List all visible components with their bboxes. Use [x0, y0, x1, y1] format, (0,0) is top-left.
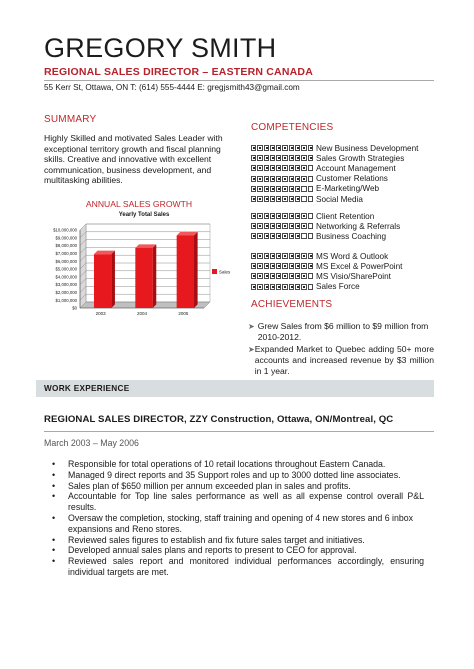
bullet-icon: •: [52, 512, 56, 523]
competencies-heading: COMPETENCIES: [251, 122, 334, 133]
rating-boxes: [251, 186, 313, 192]
rating-box-icon: [308, 165, 313, 171]
rating-box-icon: [251, 145, 256, 151]
rating-box-icon: [264, 253, 269, 259]
rating-box-icon: [308, 213, 313, 219]
rating-box-icon: [251, 186, 256, 192]
list-item: • Managed 9 direct reports and 35 Support roles and up to 3000 dotted line associates.: [52, 469, 401, 480]
rating-box-icon: [257, 145, 262, 151]
duties-list: [52, 459, 424, 578]
rating-box-icon: [264, 176, 269, 182]
rating-boxes: [251, 176, 313, 182]
rating-box-icon: [276, 186, 281, 192]
rating-box-icon: [301, 253, 306, 259]
rating-box-icon: [270, 213, 275, 219]
competency-row: [251, 163, 396, 173]
rating-box-icon: [257, 176, 262, 182]
rating-box-icon: [289, 155, 294, 161]
rating-box-icon: [257, 165, 262, 171]
rating-box-icon: [308, 196, 313, 202]
rating-box-icon: [308, 253, 313, 259]
arrow-bullet-icon: ➤: [248, 345, 255, 354]
rating-box-icon: [289, 223, 294, 229]
rating-box-icon: [276, 213, 281, 219]
rating-box-icon: [270, 284, 275, 290]
rating-box-icon: [257, 186, 262, 192]
rating-box-icon: [295, 145, 300, 151]
rating-box-icon: [289, 273, 294, 279]
rating-box-icon: [264, 145, 269, 151]
rating-box-icon: [301, 155, 306, 161]
rating-box-icon: [276, 176, 281, 182]
chart-x-ticks: [96, 311, 189, 316]
rating-box-icon: [276, 155, 281, 161]
competency-row: [251, 231, 386, 241]
list-item: • Reviewed sales report and monitored individual performances accordingly, ensuring individual targets are met.: [52, 556, 424, 577]
rating-box-icon: [257, 223, 262, 229]
rating-box-icon: [264, 263, 269, 269]
rating-box-icon: [289, 145, 294, 151]
achievements-heading: ACHIEVEMENTS: [251, 299, 333, 310]
competency-row: [251, 153, 404, 163]
rating-boxes: [251, 284, 313, 290]
rating-box-icon: [251, 155, 256, 161]
rating-box-icon: [251, 213, 256, 219]
bullet-icon: •: [52, 459, 56, 469]
competency-label: MS Word & Outlook: [316, 251, 389, 261]
rating-boxes: [251, 165, 313, 171]
rating-box-icon: [270, 186, 275, 192]
rating-box-icon: [301, 213, 306, 219]
rating-box-icon: [295, 223, 300, 229]
rating-box-icon: [289, 263, 294, 269]
bar-side: [194, 232, 198, 308]
rating-box-icon: [308, 186, 313, 192]
rating-boxes: [251, 273, 313, 279]
bar-side: [111, 251, 115, 308]
bullet-icon: •: [52, 534, 56, 545]
rating-box-icon: [264, 223, 269, 229]
rating-box-icon: [289, 176, 294, 182]
legend-label: Sales: [219, 269, 231, 275]
job-title: REGIONAL SALES DIRECTOR, ZZY Construction, Ottawa, ON/Montreal, QC: [44, 414, 394, 425]
rating-box-icon: [251, 233, 256, 239]
competency-row: [251, 211, 374, 221]
y-tick-label: $1,000,000: [55, 297, 77, 303]
rating-boxes: [251, 263, 313, 269]
competency-row: [251, 221, 400, 231]
list-item: • Accountable for Top line sales performance as well as all expense control overall P&L results.: [52, 491, 424, 513]
list-item: • Reviewed sales figures to establish and fix future sales target and initiatives.: [52, 534, 365, 545]
competency-label: MS Excel & PowerPoint: [316, 261, 403, 271]
rating-box-icon: [289, 213, 294, 219]
rating-box-icon: [251, 284, 256, 290]
arrow-bullet-icon: ➤: [248, 322, 255, 331]
list-item: • Developed annual sales plans and reports to present to CEO for approval.: [52, 545, 357, 556]
competency-row: [251, 251, 388, 261]
y-tick-label: $8,000,000: [55, 243, 77, 249]
rating-box-icon: [295, 284, 300, 290]
bullet-icon: •: [52, 545, 56, 556]
bar-top: [177, 232, 198, 236]
y-tick-label: $2,000,000: [55, 290, 77, 295]
competency-row: [251, 271, 391, 281]
rating-box-icon: [270, 263, 275, 269]
rating-box-icon: [289, 284, 294, 290]
rating-box-icon: [276, 145, 281, 151]
bullet-icon: •: [52, 480, 56, 491]
rating-box-icon: [251, 165, 256, 171]
rating-box-icon: [295, 165, 300, 171]
legend-swatch: [212, 269, 217, 274]
competency-label: New Business Development: [316, 143, 419, 153]
rating-box-icon: [264, 186, 269, 192]
rating-box-icon: [301, 176, 306, 182]
rating-box-icon: [301, 145, 306, 151]
y-tick-label: $4,000,000: [55, 274, 77, 280]
rating-box-icon: [282, 284, 287, 290]
rating-box-icon: [308, 223, 313, 229]
rating-box-icon: [257, 196, 262, 202]
competency-label: E-Marketing/Web: [316, 184, 380, 194]
rating-box-icon: [264, 273, 269, 279]
bar-side: [153, 244, 157, 308]
rating-boxes: [251, 223, 313, 229]
rating-boxes: [251, 145, 313, 151]
bullet-icon: •: [52, 469, 56, 480]
bar: [94, 251, 115, 308]
rating-box-icon: [295, 196, 300, 202]
rating-box-icon: [308, 273, 313, 279]
y-tick-label: $9,000,000: [55, 235, 77, 241]
rating-box-icon: [257, 213, 262, 219]
competency-row: [251, 261, 402, 271]
y-tick-label: $7,000,000: [55, 251, 77, 256]
candidate-title: REGIONAL SALES DIRECTOR – EASTERN CANADA: [44, 66, 313, 78]
rating-box-icon: [295, 155, 300, 161]
achievement-item: [248, 321, 434, 343]
rating-boxes: [251, 213, 313, 219]
y-tick-label: $0: [72, 305, 77, 311]
rating-box-icon: [282, 263, 287, 269]
rating-box-icon: [270, 196, 275, 202]
rating-box-icon: [276, 284, 281, 290]
rating-box-icon: [308, 233, 313, 239]
competency-label: Account Management: [316, 163, 396, 173]
rating-box-icon: [295, 233, 300, 239]
rating-box-icon: [301, 186, 306, 192]
rating-box-icon: [257, 155, 262, 161]
rating-box-icon: [251, 223, 256, 229]
competency-label: Sales Force: [316, 282, 360, 292]
competency-row: [251, 184, 379, 194]
bar-top: [94, 251, 115, 255]
rating-box-icon: [282, 233, 287, 239]
rating-box-icon: [289, 233, 294, 239]
rating-box-icon: [282, 186, 287, 192]
rating-box-icon: [295, 253, 300, 259]
rating-box-icon: [251, 263, 256, 269]
rating-box-icon: [276, 273, 281, 279]
rating-boxes: [251, 233, 313, 239]
bullet-icon: •: [52, 556, 56, 567]
rating-box-icon: [289, 186, 294, 192]
competency-label: Social Media: [316, 194, 363, 204]
competency-label: Sales Growth Strategies: [316, 153, 405, 163]
competency-row: [251, 143, 418, 153]
rating-box-icon: [264, 165, 269, 171]
rating-box-icon: [270, 145, 275, 151]
competency-row: [251, 282, 360, 292]
chart-legend: [212, 269, 231, 275]
rating-box-icon: [276, 253, 281, 259]
sales-chart: [44, 208, 244, 326]
competency-row: [251, 194, 363, 204]
rating-box-icon: [308, 263, 313, 269]
summary-heading: SUMMARY: [44, 114, 97, 125]
rating-box-icon: [282, 253, 287, 259]
rating-box-icon: [282, 196, 287, 202]
rating-box-icon: [301, 263, 306, 269]
rating-boxes: [251, 155, 313, 161]
bar-top: [135, 244, 156, 248]
rating-box-icon: [270, 155, 275, 161]
rating-box-icon: [276, 165, 281, 171]
chart-title: Yearly Total Sales: [118, 212, 170, 218]
rating-box-icon: [308, 284, 313, 290]
rating-box-icon: [301, 273, 306, 279]
rating-box-icon: [301, 284, 306, 290]
bar-front: [94, 254, 111, 308]
rating-box-icon: [289, 253, 294, 259]
rating-box-icon: [295, 213, 300, 219]
list-item: • Oversaw the completion, stocking, staff training and opening of 4 new stores and 6 inbox expansions and Reno stores.: [52, 512, 414, 534]
achievement-text: Expanded Market to Quebec adding 50+ more accounts and increased revenue by $3 million in 1 year.: [254, 344, 434, 376]
list-item: • Responsible for total operations of 10 retail locations throughout Eastern Canada.: [52, 459, 386, 469]
header-divider: [44, 80, 434, 81]
rating-box-icon: [276, 223, 281, 229]
rating-box-icon: [301, 233, 306, 239]
rating-box-icon: [276, 233, 281, 239]
rating-box-icon: [282, 155, 287, 161]
rating-box-icon: [270, 176, 275, 182]
rating-boxes: [251, 196, 313, 202]
y-tick-label: $5,000,000: [55, 266, 77, 272]
rating-box-icon: [282, 145, 287, 151]
chart-section-heading: ANNUAL SALES GROWTH: [85, 199, 193, 209]
rating-box-icon: [270, 165, 275, 171]
competency-label: MS Visio/SharePoint: [316, 271, 391, 281]
rating-box-icon: [257, 284, 262, 290]
rating-box-icon: [276, 263, 281, 269]
bar: [135, 244, 156, 308]
contact-line: 55 Kerr St, Ottawa, ON T: (614) 555-4444 E: gregjsmith43@gmail.com: [44, 83, 300, 92]
rating-boxes: [251, 253, 313, 259]
summary-text: Highly Skilled and motivated Sales Leader with exceptional territory growth and fiscal planning skills. Creative and innovative with excellent communication, business development, and multitasking abilities.: [44, 133, 223, 186]
rating-box-icon: [308, 145, 313, 151]
bar-front: [135, 248, 152, 308]
x-tick-label: 2004: [136, 311, 148, 316]
rating-box-icon: [264, 196, 269, 202]
bar-front: [177, 235, 194, 308]
rating-box-icon: [301, 196, 306, 202]
rating-box-icon: [308, 155, 313, 161]
competency-label: Customer Relations: [316, 174, 388, 184]
rating-box-icon: [264, 284, 269, 290]
rating-box-icon: [282, 213, 287, 219]
y-tick-label: $3,000,000: [55, 282, 77, 288]
rating-box-icon: [264, 155, 269, 161]
rating-box-icon: [270, 273, 275, 279]
work-experience-heading: WORK EXPERIENCE: [44, 384, 130, 393]
competency-row: [251, 174, 388, 184]
rating-box-icon: [270, 253, 275, 259]
rating-box-icon: [308, 176, 313, 182]
rating-box-icon: [276, 196, 281, 202]
rating-box-icon: [264, 233, 269, 239]
rating-box-icon: [282, 176, 287, 182]
job-dates: March 2003 – May 2006: [44, 438, 139, 448]
y-tick-label: $6,000,000: [55, 258, 77, 264]
rating-box-icon: [301, 223, 306, 229]
job-divider: [44, 431, 434, 432]
rating-box-icon: [295, 273, 300, 279]
rating-box-icon: [282, 273, 287, 279]
rating-box-icon: [301, 165, 306, 171]
bar: [177, 232, 198, 308]
bullet-icon: •: [52, 491, 56, 502]
rating-box-icon: [295, 263, 300, 269]
rating-box-icon: [282, 223, 287, 229]
rating-box-icon: [270, 233, 275, 239]
rating-box-icon: [295, 176, 300, 182]
rating-box-icon: [251, 196, 256, 202]
x-tick-label: 2005: [178, 311, 189, 316]
rating-box-icon: [251, 176, 256, 182]
rating-box-icon: [289, 196, 294, 202]
rating-box-icon: [257, 253, 262, 259]
rating-box-icon: [264, 213, 269, 219]
competency-label: Client Retention: [316, 211, 375, 221]
competency-label: Networking & Referrals: [316, 221, 401, 231]
rating-box-icon: [257, 233, 262, 239]
list-item: • Sales plan of $650 million per annum exceeded plan in sales and profits.: [52, 480, 351, 491]
rating-box-icon: [251, 253, 256, 259]
rating-box-icon: [295, 186, 300, 192]
competency-label: Business Coaching: [316, 231, 387, 241]
rating-box-icon: [282, 165, 287, 171]
rating-box-icon: [289, 165, 294, 171]
rating-box-icon: [257, 263, 262, 269]
x-tick-label: 2003: [95, 311, 106, 316]
achievement-text: Grew Sales from $6 million to $9 million from 2010-2012.: [257, 321, 429, 342]
achievement-item: [248, 344, 434, 376]
rating-box-icon: [257, 273, 262, 279]
candidate-name: GREGORY SMITH: [44, 33, 277, 63]
rating-box-icon: [270, 223, 275, 229]
chart-y-ticks: [53, 228, 78, 311]
y-tick-label: $10,000,000: [53, 227, 77, 233]
rating-box-icon: [251, 273, 256, 279]
